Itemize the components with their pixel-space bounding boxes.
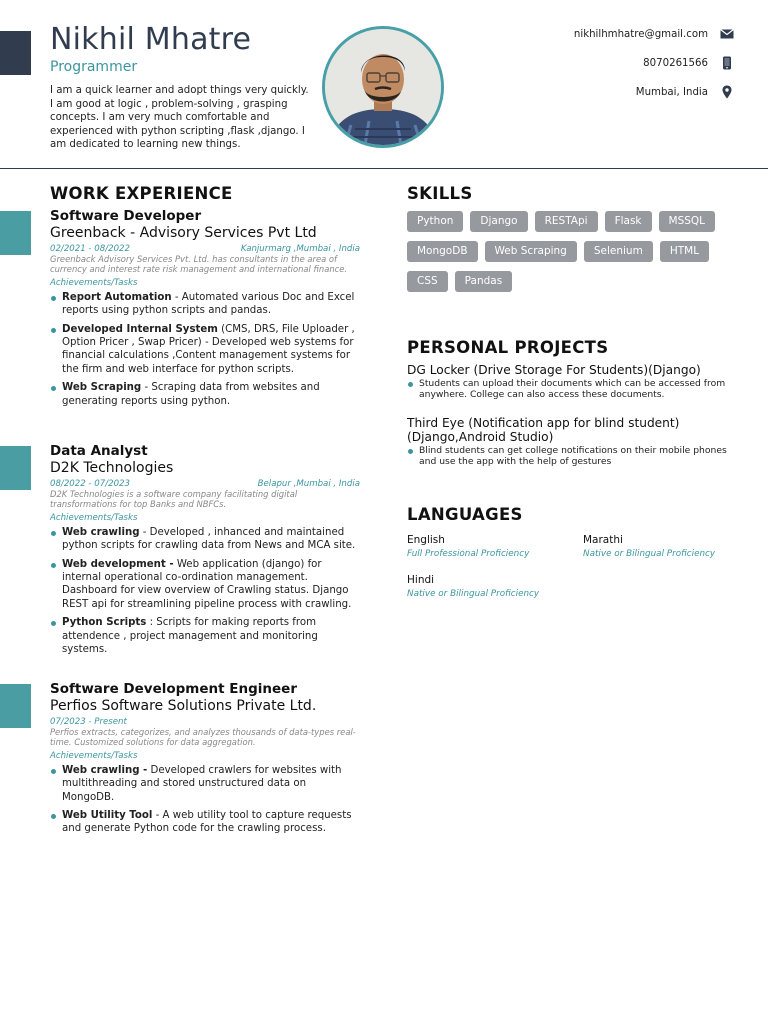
job-description: Greenback Advisory Services Pvt. Ltd. has consultants in the area of currency and interest rate risk management and international finance. [50, 254, 348, 275]
project-entry [407, 363, 737, 400]
skill-tag: RESTApi [535, 211, 598, 232]
skill-tag: MongoDB [407, 241, 478, 262]
contact-location: Mumbai, India [635, 86, 708, 98]
job-location: Kanjurmarg ,Mumbai , India [240, 244, 360, 254]
language-name: Hindi [407, 574, 435, 586]
person-portrait-icon [325, 29, 441, 145]
project-title: DG Locker (Drive Storage For Students)(Django) [407, 363, 701, 377]
job-entry [50, 443, 360, 661]
language-level: Native or Bilingual Proficiency [583, 549, 716, 559]
language-item [583, 534, 715, 559]
map-pin-icon [720, 85, 734, 99]
skill-tag: Pandas [455, 271, 513, 292]
task-text: (CMS, DRS, File Uploader , Option Pricer , Swap Pricer) - Developed web systems for financial calculations ,Content management systems for the firm and web interface for python scripts. [62, 323, 355, 375]
task-keyword: Web Utility Tool [62, 810, 153, 822]
languages-heading: LANGUAGES [407, 505, 523, 524]
task-text: Web application (django) for internal operational co-ordination management. Dashboard for view overview of Crawling status. Django REST api for streamlining pipeline process with crawling. [62, 558, 352, 610]
job-meta [50, 244, 360, 254]
profile-summary: I am a quick learner and adopt things very quickly. I am good at logic , problem-solving , grasping concepts. I am very much comfortable and experienced with python scripting ,flask ,django. I am dedicated to learning new things. [50, 85, 309, 150]
job-title: Software Developer [50, 208, 202, 224]
task-list [50, 526, 360, 657]
project-entry [407, 416, 727, 468]
skills-heading: SKILLS [407, 184, 473, 203]
task-item [50, 381, 360, 408]
work-experience-heading: WORK EXPERIENCE [50, 184, 233, 203]
achievements-label: Achievements/Tasks [50, 512, 138, 523]
task-keyword: Report Automation [62, 291, 172, 303]
job-title: Data Analyst [50, 443, 148, 459]
task-keyword: Developed Internal System [62, 323, 218, 335]
project-bullet: Students can upload their documents which can be accessed from anywhere. College can also access these documents. [407, 378, 737, 400]
task-item [50, 764, 360, 804]
task-item [50, 809, 360, 836]
task-text: - Scraping data from websites and generating reports using python. [62, 382, 320, 407]
job-dates: 07/2023 - Present [50, 717, 127, 727]
language-name: Marathi [583, 534, 623, 546]
task-text: - Automated various Doc and Excel reports using python scripts and pandas. [62, 291, 355, 317]
achievements-label: Achievements/Tasks [50, 750, 138, 761]
candidate-name: Nikhil Mhatre [50, 22, 252, 57]
task-keyword: Web Scraping [62, 382, 142, 394]
job-entry [50, 681, 360, 841]
achievements-label: Achievements/Tasks [50, 277, 138, 288]
task-keyword: Web development - [62, 558, 174, 570]
task-text: - Developed , inhanced and maintained python scripts for crawling data from News and MCA site. [62, 526, 356, 552]
header-divider [0, 168, 768, 169]
skill-tag: Python [407, 211, 463, 232]
contact-phone-row[interactable] [643, 56, 734, 70]
task-item [50, 291, 360, 318]
contact-email[interactable]: nikhilhmhatre@gmail.com [573, 28, 708, 40]
job-company: Perfios Software Solutions Private Ltd. [50, 698, 317, 714]
job-meta [50, 479, 360, 489]
job-accent-bar [0, 446, 31, 490]
job-description: Perfios extracts, categorizes, and analyzes thousands of data-types real-time. Customized solutions for data aggregation. [50, 727, 356, 748]
task-keyword: Web crawling [62, 526, 140, 538]
job-dates: 08/2022 - 07/2023 [50, 479, 130, 489]
language-level: Native or Bilingual Proficiency [407, 589, 540, 599]
job-accent-bar [0, 211, 31, 255]
contact-phone[interactable]: 8070261566 [643, 57, 708, 69]
skills-list [407, 211, 727, 292]
job-location: Belapur ,Mumbai , India [257, 479, 360, 489]
language-level: Full Professional Proficiency [407, 549, 530, 559]
job-description: D2K Technologies is a software company facilitating digital transformations for top Banks and NBFCs. [50, 489, 298, 510]
skill-tag: CSS [407, 271, 448, 292]
mobile-phone-icon [720, 56, 734, 70]
job-company: D2K Technologies [50, 460, 174, 476]
profile-photo [322, 26, 444, 148]
task-list [50, 764, 360, 836]
task-keyword: Python Scripts [62, 617, 147, 629]
task-text: : Scripts for making reports from attendence , project management and monitoring systems. [62, 617, 318, 656]
task-item [50, 616, 360, 656]
task-text: - A web utility tool to capture requests and generate Python code for the crawling process. [62, 810, 352, 835]
task-item [50, 558, 360, 612]
skill-tag: Selenium [584, 241, 653, 262]
skill-tag: Web Scraping [485, 241, 577, 262]
candidate-role: Programmer [50, 59, 138, 75]
header-accent-bar [0, 31, 31, 75]
job-company: Greenback - Advisory Services Pvt Ltd [50, 225, 317, 241]
skill-tag: Flask [605, 211, 652, 232]
language-item [407, 574, 539, 599]
language-item [407, 534, 529, 559]
skill-tag: Django [470, 211, 527, 232]
project-title: Third Eye (Notification app for blind student) (Django,Android Studio) [407, 416, 680, 444]
contact-email-row[interactable] [574, 27, 734, 41]
job-accent-bar [0, 684, 31, 728]
envelope-icon [720, 27, 734, 41]
skill-tag: HTML [660, 241, 709, 262]
job-dates: 02/2021 - 08/2022 [50, 244, 130, 254]
projects-heading: PERSONAL PROJECTS [407, 338, 609, 357]
skill-tag: MSSQL [659, 211, 716, 232]
job-title: Software Development Engineer [50, 681, 297, 697]
task-keyword: Web crawling - [62, 764, 148, 776]
task-text: Developed crawlers for websites with multithreading and stored unstructured data on MongoDB. [62, 764, 342, 803]
contact-location-row [636, 85, 734, 99]
task-list [50, 291, 360, 408]
language-name: English [407, 534, 445, 546]
project-bullet: Blind students can get college notifications on their mobile phones and use the app with the help of gestures [407, 445, 737, 467]
job-entry [50, 208, 360, 413]
job-meta [50, 717, 360, 727]
task-item [50, 323, 360, 377]
task-item [50, 526, 360, 553]
